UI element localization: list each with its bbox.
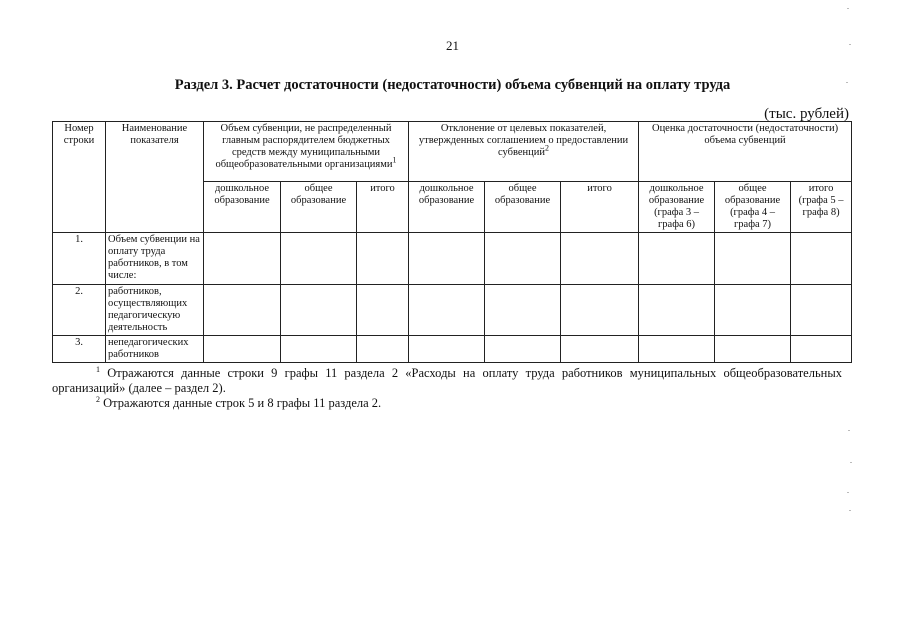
scan-speck bbox=[849, 44, 851, 45]
scan-speck bbox=[850, 462, 852, 463]
table-cell bbox=[791, 336, 852, 363]
subheader-total: итого bbox=[357, 182, 409, 233]
footnote-1-text: Отражаются данные строки 9 графы 11 раздела 2 «Расходы на оплату труда работников муниципальных общеобразовательных организаций» (далее – раздел 2). bbox=[52, 366, 843, 395]
subheader-total-calc: итого (графа 5 – графа 8) bbox=[791, 182, 852, 233]
row-name: непедагогических работников bbox=[106, 336, 204, 363]
table-row bbox=[53, 285, 852, 336]
table-cell bbox=[639, 233, 715, 285]
row-number: 2. bbox=[53, 285, 106, 336]
table-cell bbox=[561, 285, 639, 336]
table-cell bbox=[639, 336, 715, 363]
header-undistributed-subvention-text: Объем субвенции, не распределенный главным распорядителем бюджетных средств между муниципальными общеобразовательными организациями bbox=[215, 123, 393, 170]
subheader-general-calc: общее образование (графа 4 – графа 7) bbox=[715, 182, 791, 233]
page-number: 21 bbox=[446, 38, 459, 53]
subheader-general: общее образование bbox=[281, 182, 357, 233]
table-cell bbox=[409, 285, 485, 336]
table-cell bbox=[485, 285, 561, 336]
footnote-1 bbox=[52, 366, 842, 396]
footnote-2-mark: 2 bbox=[96, 394, 100, 404]
row-number: 3. bbox=[53, 336, 106, 363]
subheader-preschool-calc: дошкольное образование (графа 3 – графа 6) bbox=[639, 182, 715, 233]
scan-speck bbox=[846, 82, 848, 83]
footnotes bbox=[52, 366, 842, 411]
table-cell bbox=[485, 233, 561, 285]
header-indicator-name: Наименование показателя bbox=[106, 122, 204, 233]
table-cell bbox=[715, 336, 791, 363]
scan-speck bbox=[849, 510, 851, 511]
section-title: Раздел 3. Расчет достаточности (недостаточности) объема субвенций на оплату труда bbox=[174, 77, 731, 93]
header-target-deviation-text: Отклонение от целевых показателей, утвержденных соглашением о предоставлении субвенций bbox=[418, 123, 629, 158]
table-cell bbox=[409, 233, 485, 285]
table-header-row bbox=[53, 122, 852, 182]
table-cell bbox=[561, 336, 639, 363]
footnote-2-text: Отражаются данные строк 5 и 8 графы 11 раздела 2. bbox=[103, 396, 382, 410]
table-cell bbox=[204, 336, 281, 363]
footnote-2 bbox=[52, 396, 842, 411]
subheader-preschool: дошкольное образование bbox=[204, 182, 281, 233]
table-cell bbox=[281, 285, 357, 336]
table-cell bbox=[357, 336, 409, 363]
table-cell bbox=[409, 336, 485, 363]
table-cell bbox=[715, 285, 791, 336]
header-sufficiency-assessment: Оценка достаточности (недостаточности) объема субвенций bbox=[639, 122, 852, 182]
table-cell bbox=[485, 336, 561, 363]
table-cell bbox=[281, 336, 357, 363]
table-cell bbox=[715, 233, 791, 285]
table-cell bbox=[281, 233, 357, 285]
subheader-total: итого bbox=[561, 182, 639, 233]
table-cell bbox=[791, 233, 852, 285]
footnote-ref-2: 2 bbox=[545, 143, 550, 153]
table-cell bbox=[357, 233, 409, 285]
subheader-preschool: дошкольное образование bbox=[409, 182, 485, 233]
scan-speck bbox=[847, 8, 849, 9]
header-target-deviation bbox=[409, 122, 639, 182]
row-name: Объем субвенции на оплату труда работников, в том числе: bbox=[106, 233, 204, 285]
table-cell bbox=[357, 285, 409, 336]
footnote-ref-1: 1 bbox=[392, 155, 397, 165]
row-number: 1. bbox=[53, 233, 106, 285]
table-cell bbox=[204, 285, 281, 336]
table-cell bbox=[791, 285, 852, 336]
table-cell bbox=[561, 233, 639, 285]
scan-speck bbox=[848, 430, 850, 431]
subheader-general: общее образование bbox=[485, 182, 561, 233]
table-row bbox=[53, 336, 852, 363]
scan-speck bbox=[847, 492, 849, 493]
row-name: работников, осуществляющих педагогическую деятельность bbox=[106, 285, 204, 336]
units-label: (тыс. рублей) bbox=[764, 106, 849, 122]
footnote-1-mark: 1 bbox=[96, 364, 100, 374]
table-cell bbox=[204, 233, 281, 285]
header-undistributed-subvention bbox=[204, 122, 409, 182]
header-row-number: Номер строки bbox=[53, 122, 106, 233]
calculation-table bbox=[52, 121, 852, 363]
table-row bbox=[53, 233, 852, 285]
table-cell bbox=[639, 285, 715, 336]
